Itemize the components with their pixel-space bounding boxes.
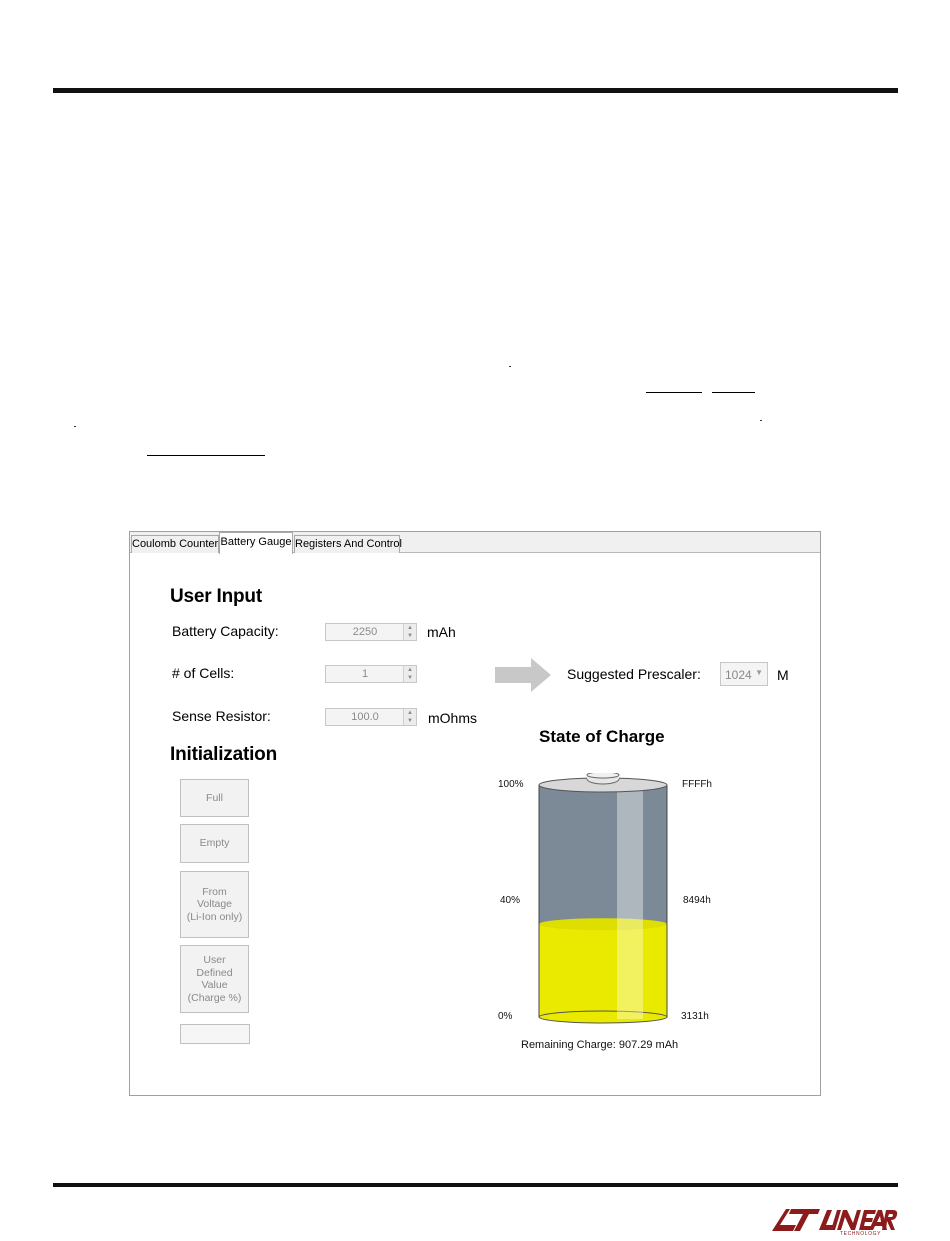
cells-spinner[interactable] (325, 665, 417, 683)
remaining-charge: Remaining Charge: 907.29 mAh (521, 1039, 679, 1051)
cells-input[interactable] (326, 666, 404, 682)
battery-highlight (617, 785, 643, 1019)
initialization-heading: Initialization (170, 744, 277, 765)
right-arrow-icon (495, 658, 551, 692)
from-voltage-button[interactable]: From Voltage (Li-Ion only) (180, 871, 249, 938)
label-100-percent: 100% (498, 779, 524, 790)
label-40-percent: 40% (500, 895, 521, 906)
empty-button[interactable]: Empty (180, 824, 249, 863)
battery-gauge-panel (130, 553, 820, 1095)
underline (712, 392, 755, 393)
up-arrow-icon[interactable]: ▲ (407, 625, 413, 631)
tab-battery-gauge[interactable]: Battery Gauge (219, 532, 293, 554)
capacity-unit: mAh (427, 624, 456, 640)
sense-resistor-input[interactable] (326, 709, 404, 725)
linear-technology-logo (770, 1201, 898, 1235)
battery-capacity-input[interactable] (326, 624, 404, 640)
label-0-percent: 0% (498, 1011, 513, 1022)
cells-label: # of Cells: (172, 665, 235, 681)
resistor-unit: mOhms (428, 710, 477, 726)
battery-charge-surface (539, 918, 667, 930)
prescaler-value: 1024 (725, 668, 752, 682)
up-arrow-icon[interactable]: ▲ (407, 667, 413, 673)
underline (147, 455, 265, 456)
speck (74, 426, 76, 427)
prescaler-label: Suggested Prescaler: (567, 666, 701, 682)
user-defined-value-button[interactable]: User Defined Value (Charge %) (180, 945, 249, 1013)
footer-rule (53, 1183, 898, 1187)
spinner-arrows[interactable] (403, 709, 416, 725)
speck (509, 366, 511, 367)
label-mid-hex: 8494h (683, 895, 711, 906)
speck (760, 420, 762, 421)
user-input-heading: User Input (170, 586, 262, 607)
state-of-charge-title: State of Charge (539, 727, 665, 746)
full-button[interactable]: Full (180, 779, 249, 817)
svg-text:TECHNOLOGY: TECHNOLOGY (840, 1231, 882, 1235)
battery-capacity-spinner[interactable] (325, 623, 417, 641)
battery-capacity-label: Battery Capacity: (172, 623, 279, 639)
charge-percent-input[interactable] (180, 1024, 250, 1044)
spinner-arrows[interactable] (403, 666, 416, 682)
battery-gauge-graphic (535, 773, 671, 1028)
down-arrow-icon[interactable]: ▼ (407, 718, 413, 724)
prescaler-unit: M (777, 667, 789, 683)
sense-resistor-label: Sense Resistor: (172, 708, 271, 724)
battery-bottom (539, 1011, 667, 1023)
spinner-arrows[interactable] (403, 624, 416, 640)
tab-coulomb-counter[interactable]: Coulomb Counter (131, 535, 219, 553)
tab-strip (130, 532, 820, 553)
chevron-down-icon[interactable]: ▼ (755, 668, 763, 677)
battery-terminal-top (587, 773, 619, 778)
label-top-hex: FFFFh (682, 779, 712, 790)
app-window (129, 531, 821, 1096)
down-arrow-icon[interactable]: ▼ (407, 633, 413, 639)
battery-charge-fill (539, 924, 667, 1017)
up-arrow-icon[interactable]: ▲ (407, 710, 413, 716)
down-arrow-icon[interactable]: ▼ (407, 675, 413, 681)
tab-registers-and-control[interactable]: Registers And Control (294, 535, 400, 553)
sense-resistor-spinner[interactable] (325, 708, 417, 726)
underline (646, 392, 702, 393)
prescaler-select[interactable] (720, 662, 768, 686)
header-rule (53, 88, 898, 93)
label-bottom-hex: 3131h (681, 1011, 709, 1022)
